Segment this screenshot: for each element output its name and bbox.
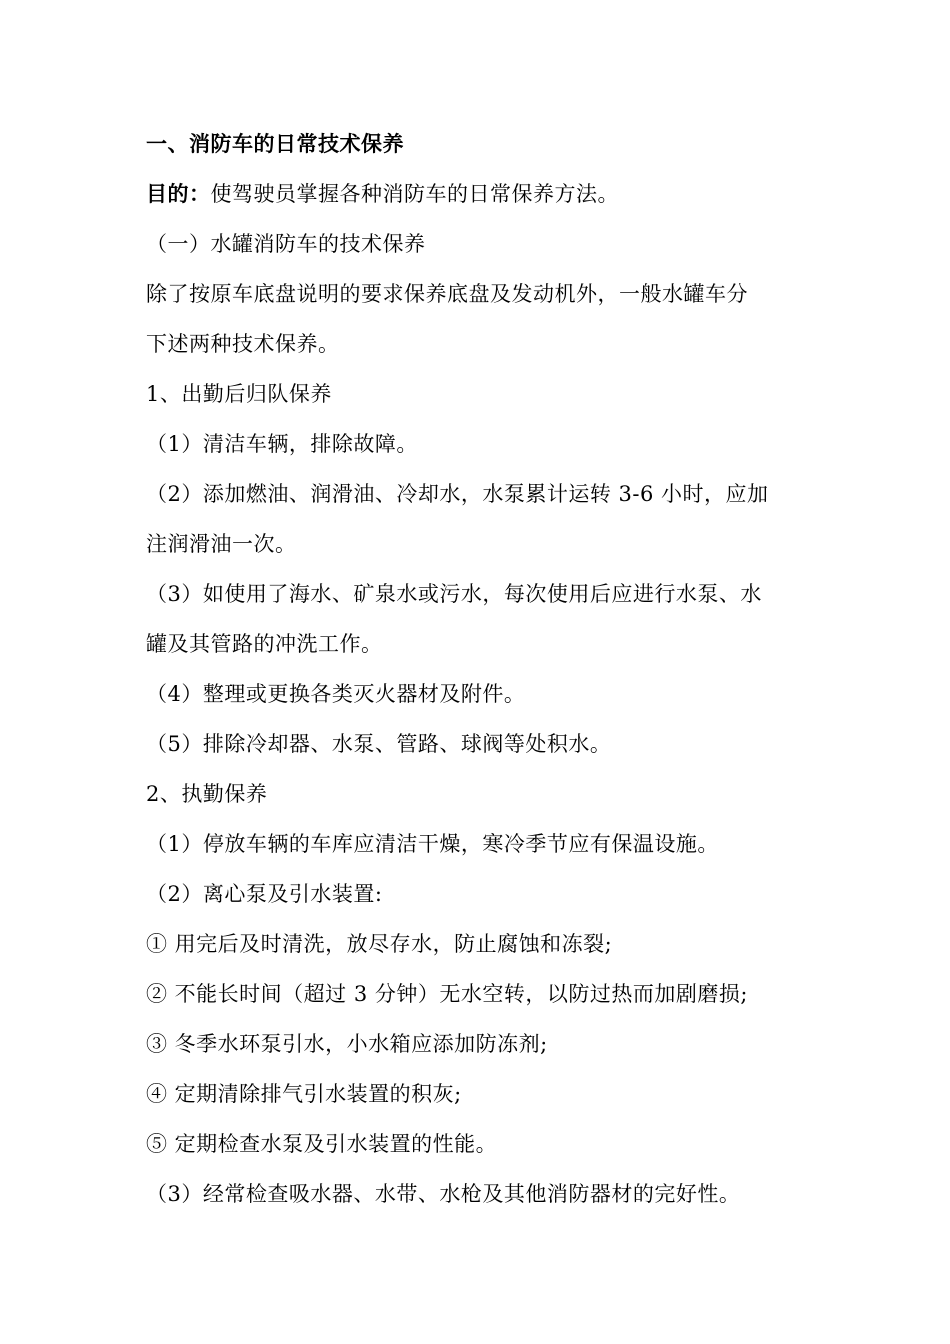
list-item: （5）排除冷却器、水泵、管路、球阀等处积水。	[146, 732, 612, 756]
list-item: （3）经常检查吸水器、水带、水枪及其他消防器材的完好性。	[146, 1182, 741, 1206]
list-item-continuation: 注润滑油一次。	[146, 532, 297, 556]
item-heading-after-duty: 1、出勤后归队保养	[146, 382, 332, 406]
list-item: （3）如使用了海水、矿泉水或污水，每次使用后应进行水泵、水	[146, 582, 762, 606]
sub-list-item: ⑤ 定期检查水泵及引水装置的性能。	[146, 1132, 498, 1156]
sub-list-item: ① 用完后及时清洗，放尽存水，防止腐蚀和冻裂;	[146, 932, 613, 956]
document-page	[146, 130, 816, 1208]
section-heading: 一、消防车的日常技术保养	[146, 132, 404, 156]
subsection-heading-water-tank: （一）水罐消防车的技术保养	[146, 232, 426, 256]
sub-list-item: ③ 冬季水环泵引水，小水箱应添加防冻剂;	[146, 1032, 548, 1056]
paragraph-line: 下述两种技术保养。	[146, 332, 340, 356]
purpose-text: 使驾驶员掌握各种消防车的日常保养方法。	[210, 182, 619, 206]
purpose-label: 目的：	[146, 182, 211, 206]
sub-list-item: ② 不能长时间（超过 3 分钟）无水空转，以防过热而加剧磨损;	[146, 982, 748, 1006]
list-item-continuation: 罐及其管路的冲洗工作。	[146, 632, 383, 656]
purpose-line	[146, 180, 816, 208]
item-heading-on-duty: 2、执勤保养	[146, 782, 268, 806]
paragraph-line: 除了按原车底盘说明的要求保养底盘及发动机外，一般水罐车分	[146, 282, 748, 306]
list-item: （1）清洁车辆，排除故障。	[146, 432, 418, 456]
list-item: （1）停放车辆的车库应清洁干燥，寒冷季节应有保温设施。	[146, 832, 719, 856]
list-item: （2）添加燃油、润滑油、冷却水，水泵累计运转 3-6 小时，应加	[146, 482, 769, 506]
sub-list-item: ④ 定期清除排气引水装置的积灰;	[146, 1082, 462, 1106]
list-item: （4）整理或更换各类灭火器材及附件。	[146, 682, 526, 706]
list-item: （2）离心泵及引水装置:	[146, 882, 383, 906]
